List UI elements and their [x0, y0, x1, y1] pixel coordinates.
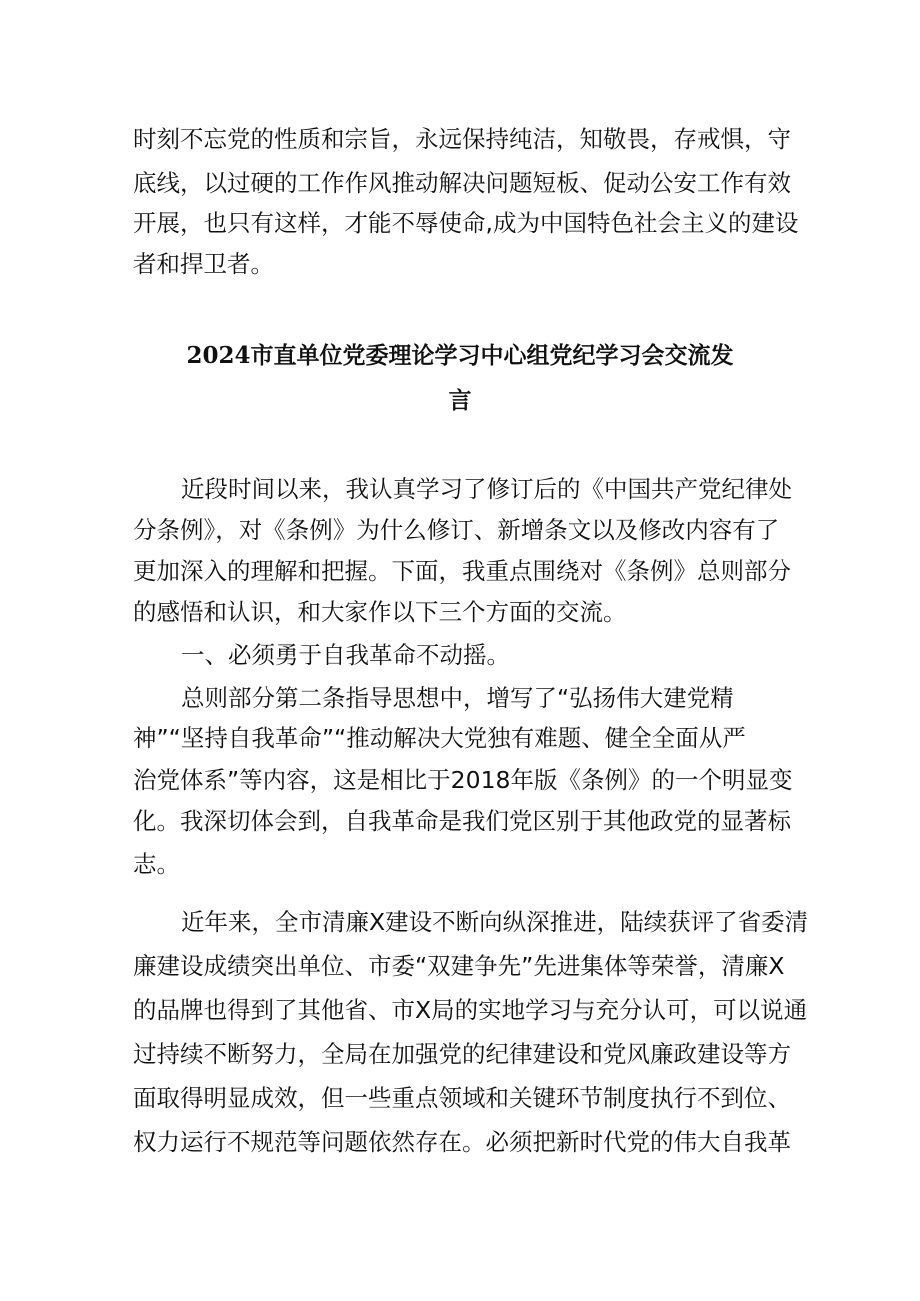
intro-line-3: 开展，也只有这样，才能不辱使命,成为中国特色社会主义的建设 — [133, 209, 799, 237]
intro-line-1: 时刻不忘党的性质和宗旨，永远保持纯洁，知敬畏，存戒惧，守 — [133, 125, 791, 153]
document-title-line-2: 言 — [448, 387, 472, 414]
paragraph2-line-1: 总则部分第二条指导思想中，增写了“弘扬伟大建党精 — [181, 684, 734, 712]
paragraph3-line-5: 面取得明显成效，但一些重点领域和关键环节制度执行不到位、 — [133, 1084, 791, 1112]
paragraph1-line-2: 分条例》，对《条例》为什么修订、新增条文以及修改内容有了 — [133, 516, 780, 544]
paragraph1-line-4: 的感悟和认识，和大家作以下三个方面的交流。 — [133, 598, 627, 626]
paragraph3-line-1: 近年来，全市清廉X建设不断向纵深推进，陆续获评了省委清 — [181, 908, 809, 936]
intro-line-2: 底线，以过硬的工作作风推动解决问题短板、促动公安工作有效 — [133, 169, 791, 197]
document-title-line-1: 2024市直单位党委理论学习中心组党纪学习会交流发 — [186, 342, 734, 369]
paragraph3-line-6: 权力运行不规范等问题依然存在。必须把新时代党的伟大自我革 — [133, 1128, 791, 1156]
paragraph2-line-3: 治党体系”等内容，这是相比于2018年版《条例》的一个明显变 — [133, 766, 793, 794]
paragraph1-line-1: 近段时间以来，我认真学习了修订后的《中国共产党纪律处 — [181, 475, 792, 503]
paragraph1-line-3: 更加深入的理解和把握。下面，我重点围绕对《条例》总则部分 — [133, 557, 791, 585]
paragraph3-line-3: 的品牌也得到了其他省、市X局的实地学习与充分认可，可以说通 — [133, 996, 808, 1024]
paragraph3-line-4: 过持续不断努力，全局在加强党的纪律建设和党风廉政建设等方 — [133, 1040, 791, 1068]
paragraph2-line-4: 化。我深切体会到，自我革命是我们党区别于其他政党的显著标 — [133, 807, 791, 835]
paragraph2-line-5: 志。 — [133, 850, 180, 878]
intro-line-4: 者和捍卫者。 — [133, 250, 274, 278]
section1-heading: 一、必须勇于自我革命不动摇。 — [181, 641, 510, 669]
paragraph3-line-2: 廉建设成绩突出单位、市委“双建争先”先进集体等荣誉，清廉X — [133, 952, 785, 980]
paragraph2-line-2: 神”“坚持自我革命”“推动解决大党独有难题、健全全面从严 — [133, 724, 746, 752]
